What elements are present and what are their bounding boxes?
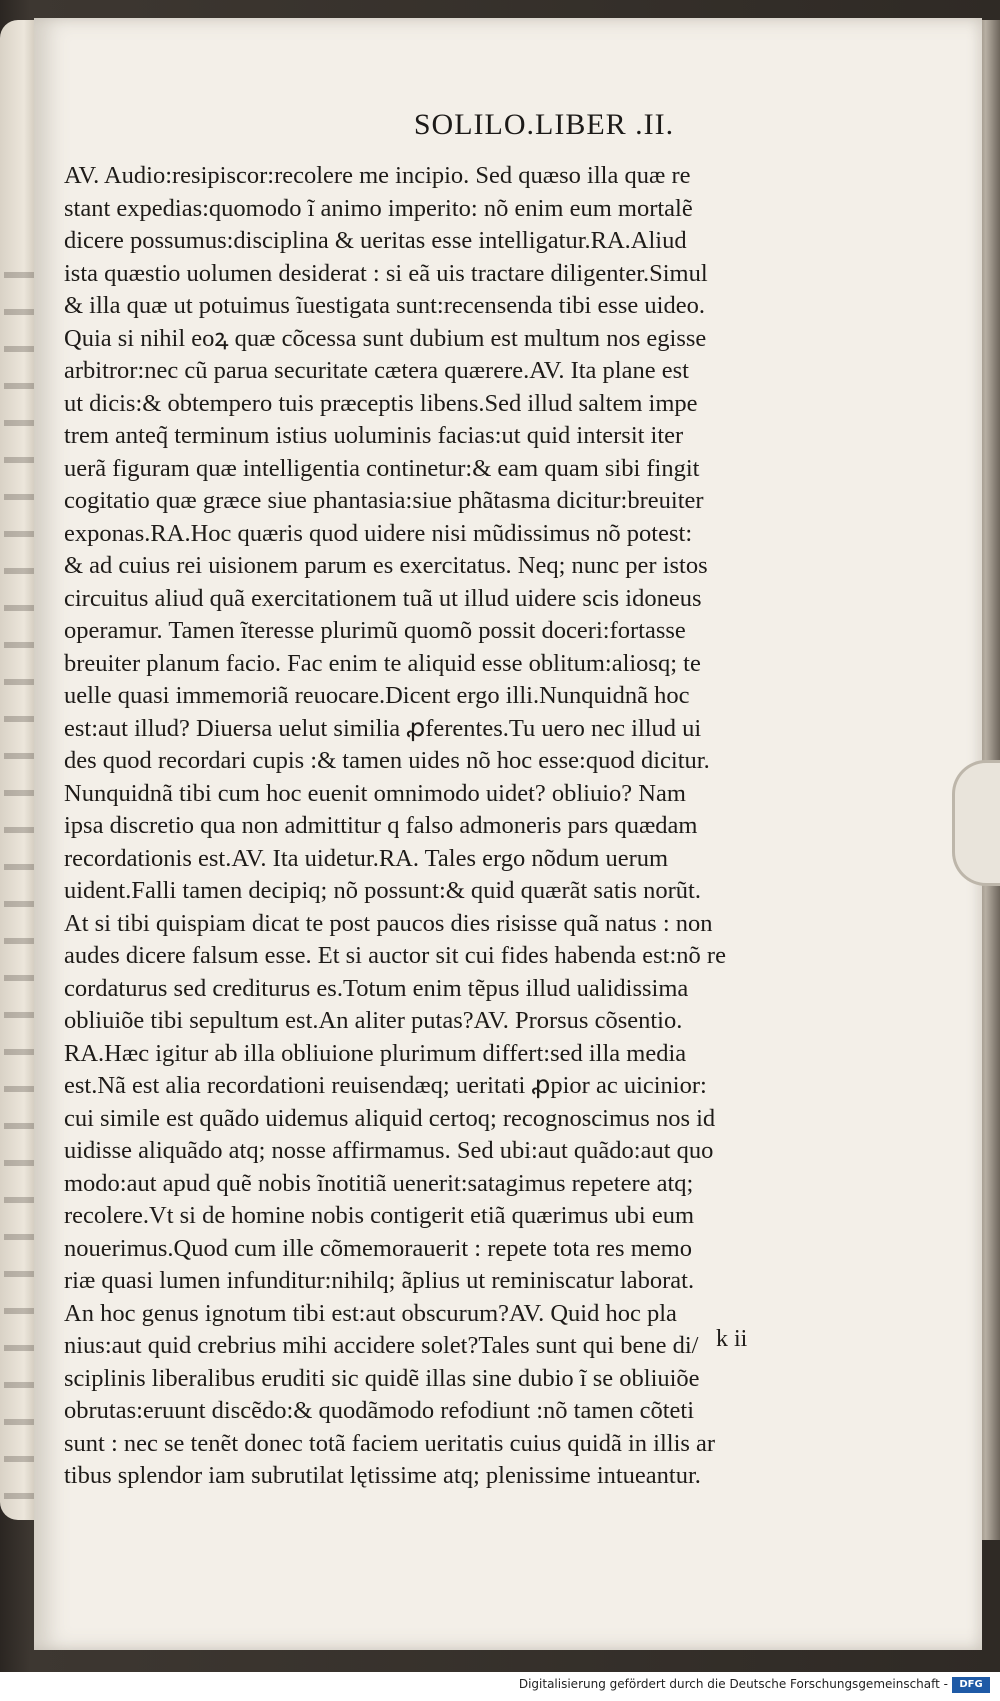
text-line: At si tibi quispiam dicat te post paucos dies risisse quã natus : non — [64, 909, 713, 937]
text-line: est:aut illud? Diuersa uelut similia ꝓferentes.Tu uero nec illud ui — [64, 714, 702, 742]
dfg-logo: DFG — [952, 1677, 990, 1693]
text-line: recolere.Vt si de homine nobis contigerit etiã quærimus ubi eum — [64, 1202, 695, 1229]
text-line: uelle quasi immemoriã reuocare.Dicent ergo illi.Nunquidnã hoc — [64, 682, 690, 709]
text-line: cordaturus sed crediturus es.Totum enim tẽpus illud ualidissima — [64, 974, 689, 1002]
text-line: obrutas:eruunt discẽdo:& quodãmodo refodiunt :nõ tamen cõteti — [64, 1397, 695, 1424]
text-line: trem anteq̃ terminum istius uoluminis facias:ut quid intersit iter — [64, 422, 684, 449]
text-line: tibus splendor iam subrutilat lętissime atq; plenissime intueantur. — [64, 1462, 701, 1489]
text-line: obliuiõe tibi sepultum est.An aliter putas?AV. Prorsus cõsentio. — [64, 1007, 683, 1034]
text-line: Nunquidnã tibi cum hoc euenit omnimodo uidet? obliuio? Nam — [64, 779, 686, 807]
text-line: An hoc genus ignotum tibi est:aut obscurum?AV. Quid hoc pla — [64, 1299, 677, 1327]
text-line: riæ quasi lumen infunditur:nihilq; ãplius ut reminiscatur laborat. — [64, 1267, 695, 1294]
text-line: ut dicis:& obtempero tuis præceptis libens.Sed illud saltem impe — [64, 389, 698, 417]
page-clip-tab — [952, 760, 1000, 886]
text-line: des quod recordari cupis :& tamen uides nõ hoc esse:quod dicitur. — [64, 747, 710, 774]
text-line: audes dicere falsum esse. Et si auctor sit cui fides habenda est:nõ re — [64, 942, 726, 969]
funding-credit: Digitalisierung gefördert durch die Deutsche Forschungsgemeinschaft - — [518, 1677, 948, 1691]
text-line: nouerimus.Quod cum ille cõmemorauerit : repete tota res memo — [64, 1234, 692, 1262]
text-line: cogitatio quæ græce siue phantasia:siue phãtasma dicitur:breuiter — [64, 487, 704, 514]
text-line: sunt : nec se tenẽt donec totã faciem ueritatis cuius quidã in illis ar — [64, 1429, 716, 1457]
text-block — [64, 160, 764, 1493]
text-line: stant expedias:quomodo ĩ animo imperito: nõ enim eum mortalẽ — [64, 194, 693, 222]
text-line: dicere possumus:disciplina & ueritas esse intelligatur.RA.Aliud — [64, 227, 687, 254]
text-line: recordationis est.AV. Ita uidetur.RA. Tales ergo nõdum uerum — [64, 844, 669, 872]
text-line: nius:aut quid crebrius mihi accidere solet?Tales sunt qui bene di/ — [64, 1332, 699, 1359]
text-line: circuitus aliud quã exercitationem tuã ut illud uidere scis idoneus — [64, 584, 702, 612]
text-line: & illa quæ ut potuimus ĩuestigata sunt:recensenda tibi esse uideo. — [64, 292, 705, 319]
facing-page-show-through — [4, 250, 34, 1510]
text-line: cui simile est quãdo uidemus aliquid certoq; recognoscimus nos id — [64, 1104, 716, 1132]
text-line: uidisse aliquãdo atq; nosse affirmamus. Sed ubi:aut quãdo:aut quo — [64, 1137, 714, 1164]
text-line: Quia si nihil eoꝝ quæ cõcessa sunt dubium est multum nos egisse — [64, 324, 707, 352]
text-line: uident.Falli tamen decipiq; nõ possunt:& quid quærãt satis norũt. — [64, 877, 701, 904]
text-line: AV. Audio:resipiscor:recolere me incipio. Sed quæso illa quæ re — [64, 162, 691, 189]
text-line: modo:aut apud quẽ nobis ĩnotitiã uenerit:satagimus repetere atq; — [64, 1169, 694, 1197]
text-line: arbitror:nec cũ parua securitate cætera quærere.AV. Ita plane est — [64, 357, 689, 384]
footer-bar — [0, 1672, 1000, 1701]
text-line: RA.Hæc igitur ab illa obliuione plurimum differt:sed illa media — [64, 1039, 687, 1067]
text-line: sciplinis liberalibus eruditi sic quidẽ illas sine dubio ĩ se obliuiõe — [64, 1364, 700, 1392]
book-page — [34, 18, 982, 1650]
text-line: exponas.RA.Hoc quæris quod uidere nisi mũdissimus nõ potest: — [64, 519, 693, 547]
text-line: & ad cuius rei uisionem parum es exercitatus. Neq; nunc per istos — [64, 552, 708, 579]
signature-mark: k ii — [716, 1326, 748, 1352]
text-line: ista quæstio uolumen desiderat : si eã uis tractare diligenter.Simul — [64, 259, 708, 287]
text-line: operamur. Tamen ĩteresse plurimũ quomõ possit doceri:fortasse — [64, 617, 686, 644]
running-head: SOLILO.LIBER .II. — [413, 108, 675, 141]
text-line: breuiter planum facio. Fac enim te aliquid esse oblitum:aliosq; te — [64, 649, 701, 677]
text-line: ipsa discretio qua non admittitur q falso admoneris pars quædam — [64, 812, 698, 839]
text-line: uerã figuram quæ intelligentia continetur:& eam quam sibi fingit — [64, 454, 700, 482]
text-line: est.Nã est alia recordationi reuisendæq; ueritati ꝓpior ac uicinior: — [64, 1072, 707, 1099]
